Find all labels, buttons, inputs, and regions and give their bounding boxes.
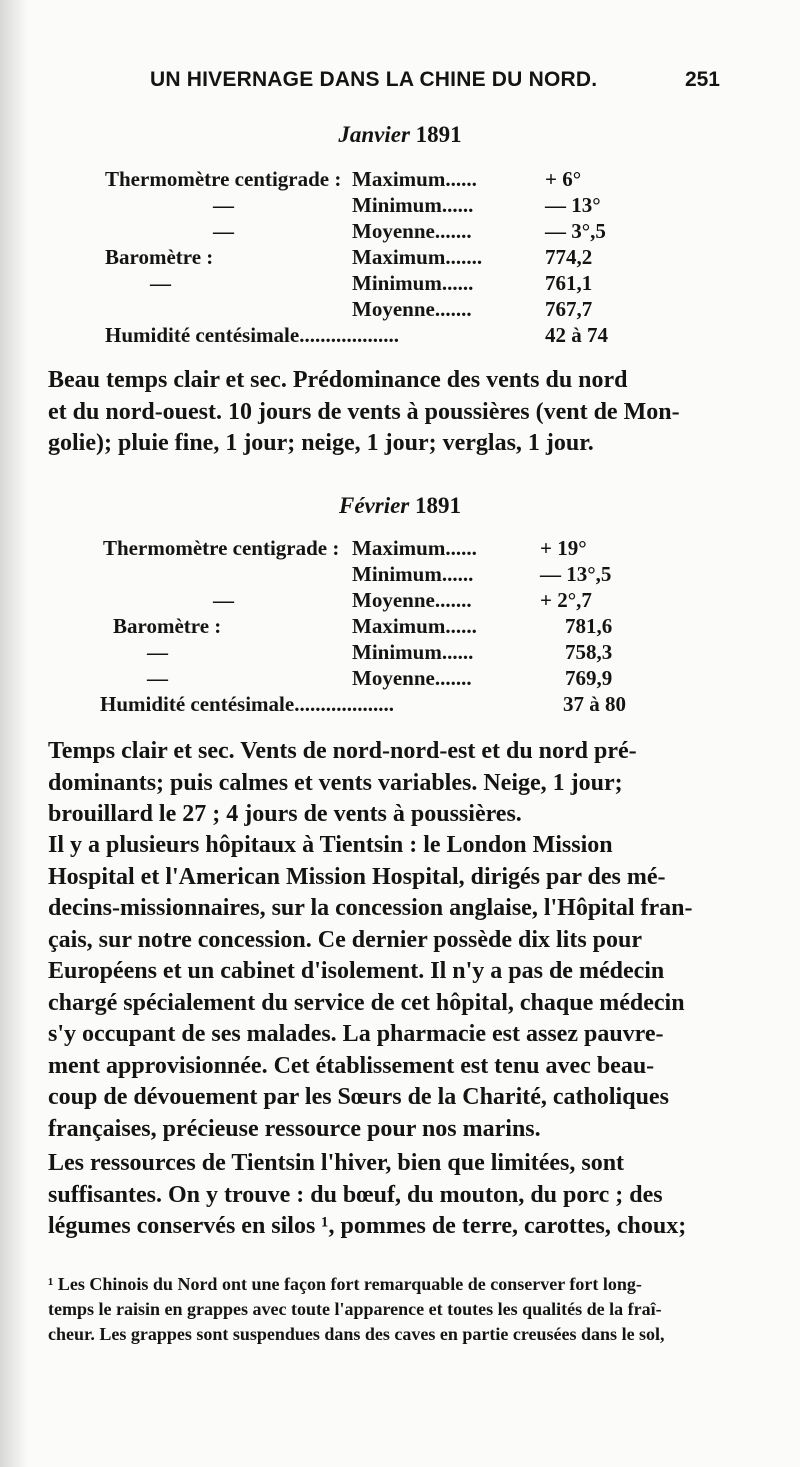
row-label: — — [147, 666, 168, 690]
row-sub: Maximum...... — [352, 536, 477, 560]
footnote — [48, 1272, 720, 1347]
row-sub: Moyenne....... — [352, 666, 472, 690]
row-label: Thermomètre centigrade : — [105, 167, 342, 191]
row-sub: Maximum....... — [352, 245, 483, 269]
january-month: Janvier — [338, 122, 410, 147]
footnote-line: ¹ Les Chinois du Nord ont une façon fort remarquable de conserver fort long- — [48, 1274, 642, 1294]
text-line: Hospital et l'American Mission Hospital, dirigés par des mé- — [48, 863, 666, 890]
row-value: 769,9 — [565, 666, 613, 690]
text-line: s'y occupant de ses malades. La pharmacie est assez pauvre- — [48, 1021, 664, 1047]
text-line: et du nord-ouest. 10 jours de vents à poussières (vent de Mon- — [48, 398, 680, 425]
text-line: Les ressources de Tientsin l'hiver, bien que limitées, sont — [48, 1150, 625, 1176]
row-value: — 13° — [545, 193, 601, 217]
text-line: Beau temps clair et sec. Prédominance des vents du nord — [48, 367, 628, 393]
row-value: 37 à 80 — [563, 692, 626, 716]
row-value: 758,3 — [565, 640, 613, 664]
row-value: 781,6 — [565, 614, 613, 638]
row-value: + 19° — [540, 536, 587, 560]
text-line: golie); pluie fine, 1 jour; neige, 1 jour; verglas, 1 jour. — [48, 430, 594, 456]
january-year: 1891 — [415, 122, 462, 147]
row-sub: Moyenne....... — [352, 588, 472, 612]
row-label: Humidité centésimale................... — [100, 692, 394, 716]
text-line: decins-missionnaires, sur la concession anglaise, l'Hôpital fran- — [48, 895, 693, 921]
text-line: ment approvisionnée. Cet établissement est tenu avec beau- — [48, 1052, 655, 1079]
row-label: Thermomètre centigrade : — [103, 536, 340, 560]
text-line: chargé spécialement du service de cet hôpital, chaque médecin — [48, 989, 685, 1016]
row-sub: Maximum...... — [352, 614, 477, 638]
january-summary — [48, 365, 720, 460]
row-sub: Minimum...... — [352, 193, 474, 217]
text-line: dominants; puis calmes et vents variables. Neige, 1 jour; — [48, 769, 623, 796]
footnote-line: temps le raisin en grappes avec toute l'apparence et toutes les qualités de la fraî- — [48, 1299, 662, 1319]
text-line: brouillard le 27 ; 4 jours de vents à poussières. — [48, 801, 522, 827]
row-value: 767,7 — [545, 297, 593, 321]
row-label: Baromètre : — [105, 245, 214, 269]
text-line: çais, sur notre concession. Ce dernier possède dix lits pour — [48, 926, 643, 953]
row-sub: Maximum...... — [352, 167, 477, 191]
row-sub: Minimum...... — [352, 271, 474, 295]
row-value: 42 à 74 — [545, 323, 608, 347]
row-value: 761,1 — [545, 271, 593, 295]
row-label: — — [150, 271, 171, 295]
text-line: Temps clair et sec. Vents de nord-nord-est et du nord pré- — [48, 738, 637, 764]
page-number: 251 — [684, 68, 720, 91]
resources-paragraph — [48, 1148, 720, 1243]
row-value: + 6° — [545, 167, 582, 191]
february-month: Février — [338, 493, 410, 518]
row-label: Baromètre : — [113, 614, 222, 638]
running-title: UN HIVERNAGE DANS LA CHINE DU NORD. — [150, 68, 598, 91]
row-sub: Minimum...... — [352, 562, 474, 586]
text-line: légumes conservés en silos ¹, pommes de terre, carottes, choux; — [48, 1213, 687, 1239]
row-value: 774,2 — [545, 245, 593, 269]
row-value: — 13°,5 — [540, 562, 612, 586]
february-title — [0, 493, 800, 519]
row-sub: Moyenne....... — [352, 297, 472, 321]
row-label: Humidité centésimale................... — [105, 323, 399, 347]
february-year: 1891 — [415, 493, 461, 518]
row-sub: Minimum...... — [352, 640, 474, 664]
page-gutter-shadow — [0, 0, 28, 1467]
january-title — [0, 122, 800, 148]
february-summary — [48, 736, 720, 831]
footnote-line: cheur. Les grappes sont suspendues dans des caves en partie creusées dans le sol, — [48, 1324, 665, 1344]
text-line: Il y a plusieurs hôpitaux à Tientsin : le London Mission — [48, 832, 613, 858]
row-label: — — [147, 640, 168, 664]
row-sub: Moyenne....... — [352, 219, 472, 243]
text-line: suffisantes. On y trouve : du bœuf, du mouton, du porc ; des — [48, 1181, 663, 1208]
text-line: françaises, précieuse ressource pour nos marins. — [48, 1115, 541, 1142]
row-value: — 3°,5 — [545, 219, 606, 243]
text-line: coup de dévouement par les Sœurs de la Charité, catholiques — [48, 1084, 669, 1110]
hospitals-paragraph — [48, 830, 720, 1145]
row-label: — — [213, 193, 234, 217]
text-line: Européens et un cabinet d'isolement. Il n'y a pas de médecin — [48, 958, 665, 984]
row-label: — — [213, 588, 234, 612]
row-value: + 2°,7 — [540, 588, 592, 612]
page-header — [150, 68, 720, 98]
row-label: — — [213, 219, 234, 243]
